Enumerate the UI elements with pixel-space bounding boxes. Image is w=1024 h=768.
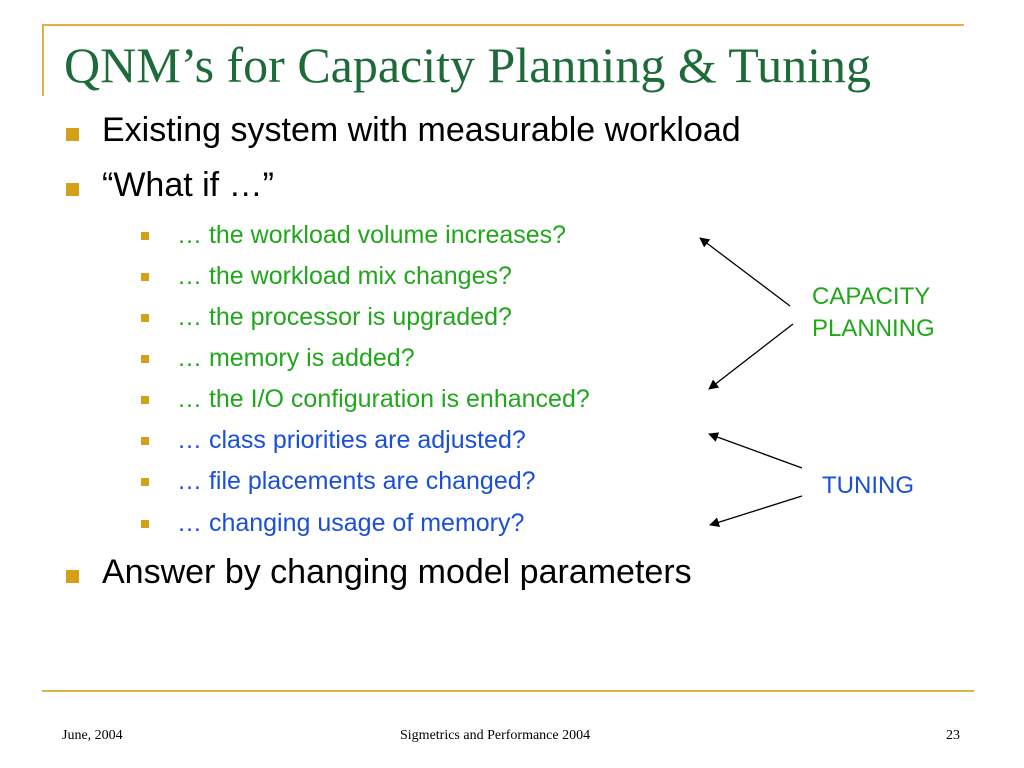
title-left-rule xyxy=(42,24,44,96)
bullet-marker xyxy=(66,570,79,583)
what-if-item: … file placements are changed? xyxy=(177,467,536,495)
tuning-arrow-up xyxy=(709,434,802,468)
what-if-item: … the workload volume increases? xyxy=(177,221,567,249)
capacity-planning-label xyxy=(812,281,935,346)
bullet-marker xyxy=(66,128,79,141)
capacity-label-line2: PLANNING xyxy=(812,315,935,343)
capacity-arrow-up xyxy=(700,238,790,306)
bullet-existing-system: Existing system with measurable workload xyxy=(102,111,741,149)
sub-bullet-marker xyxy=(141,437,149,445)
what-if-item: … changing usage of memory? xyxy=(177,509,525,537)
sub-bullet-marker xyxy=(141,520,149,528)
what-if-item: … the workload mix changes? xyxy=(177,262,512,290)
capacity-arrow-down xyxy=(709,324,793,389)
bullet-answer: Answer by changing model parameters xyxy=(102,553,692,591)
capacity-label-line1: CAPACITY xyxy=(812,283,931,310)
what-if-item: … memory is added? xyxy=(177,344,415,372)
footer-date: June, 2004 xyxy=(62,728,123,743)
bullet-marker xyxy=(66,183,79,196)
slide-title: QNM’s for Capacity Planning & Tuning xyxy=(64,37,871,93)
page-number: 23 xyxy=(946,728,960,743)
sub-bullet-marker xyxy=(141,478,149,486)
sub-bullet-marker xyxy=(141,396,149,404)
sub-bullet-marker xyxy=(141,314,149,322)
tuning-arrow-down xyxy=(710,496,802,525)
footer-title: Sigmetrics and Performance 2004 xyxy=(400,728,591,743)
sub-bullet-marker xyxy=(141,232,149,240)
what-if-item: … class priorities are adjusted? xyxy=(177,426,526,454)
sub-bullet-marker xyxy=(141,273,149,281)
bullet-what-if: “What if …” xyxy=(102,166,274,204)
sub-bullet-marker xyxy=(141,355,149,363)
tuning-label: TUNING xyxy=(822,472,914,499)
what-if-item: … the I/O configuration is enhanced? xyxy=(177,385,590,413)
footer-rule xyxy=(42,690,974,692)
title-top-rule xyxy=(42,24,964,26)
what-if-item: … the processor is upgraded? xyxy=(177,303,512,331)
